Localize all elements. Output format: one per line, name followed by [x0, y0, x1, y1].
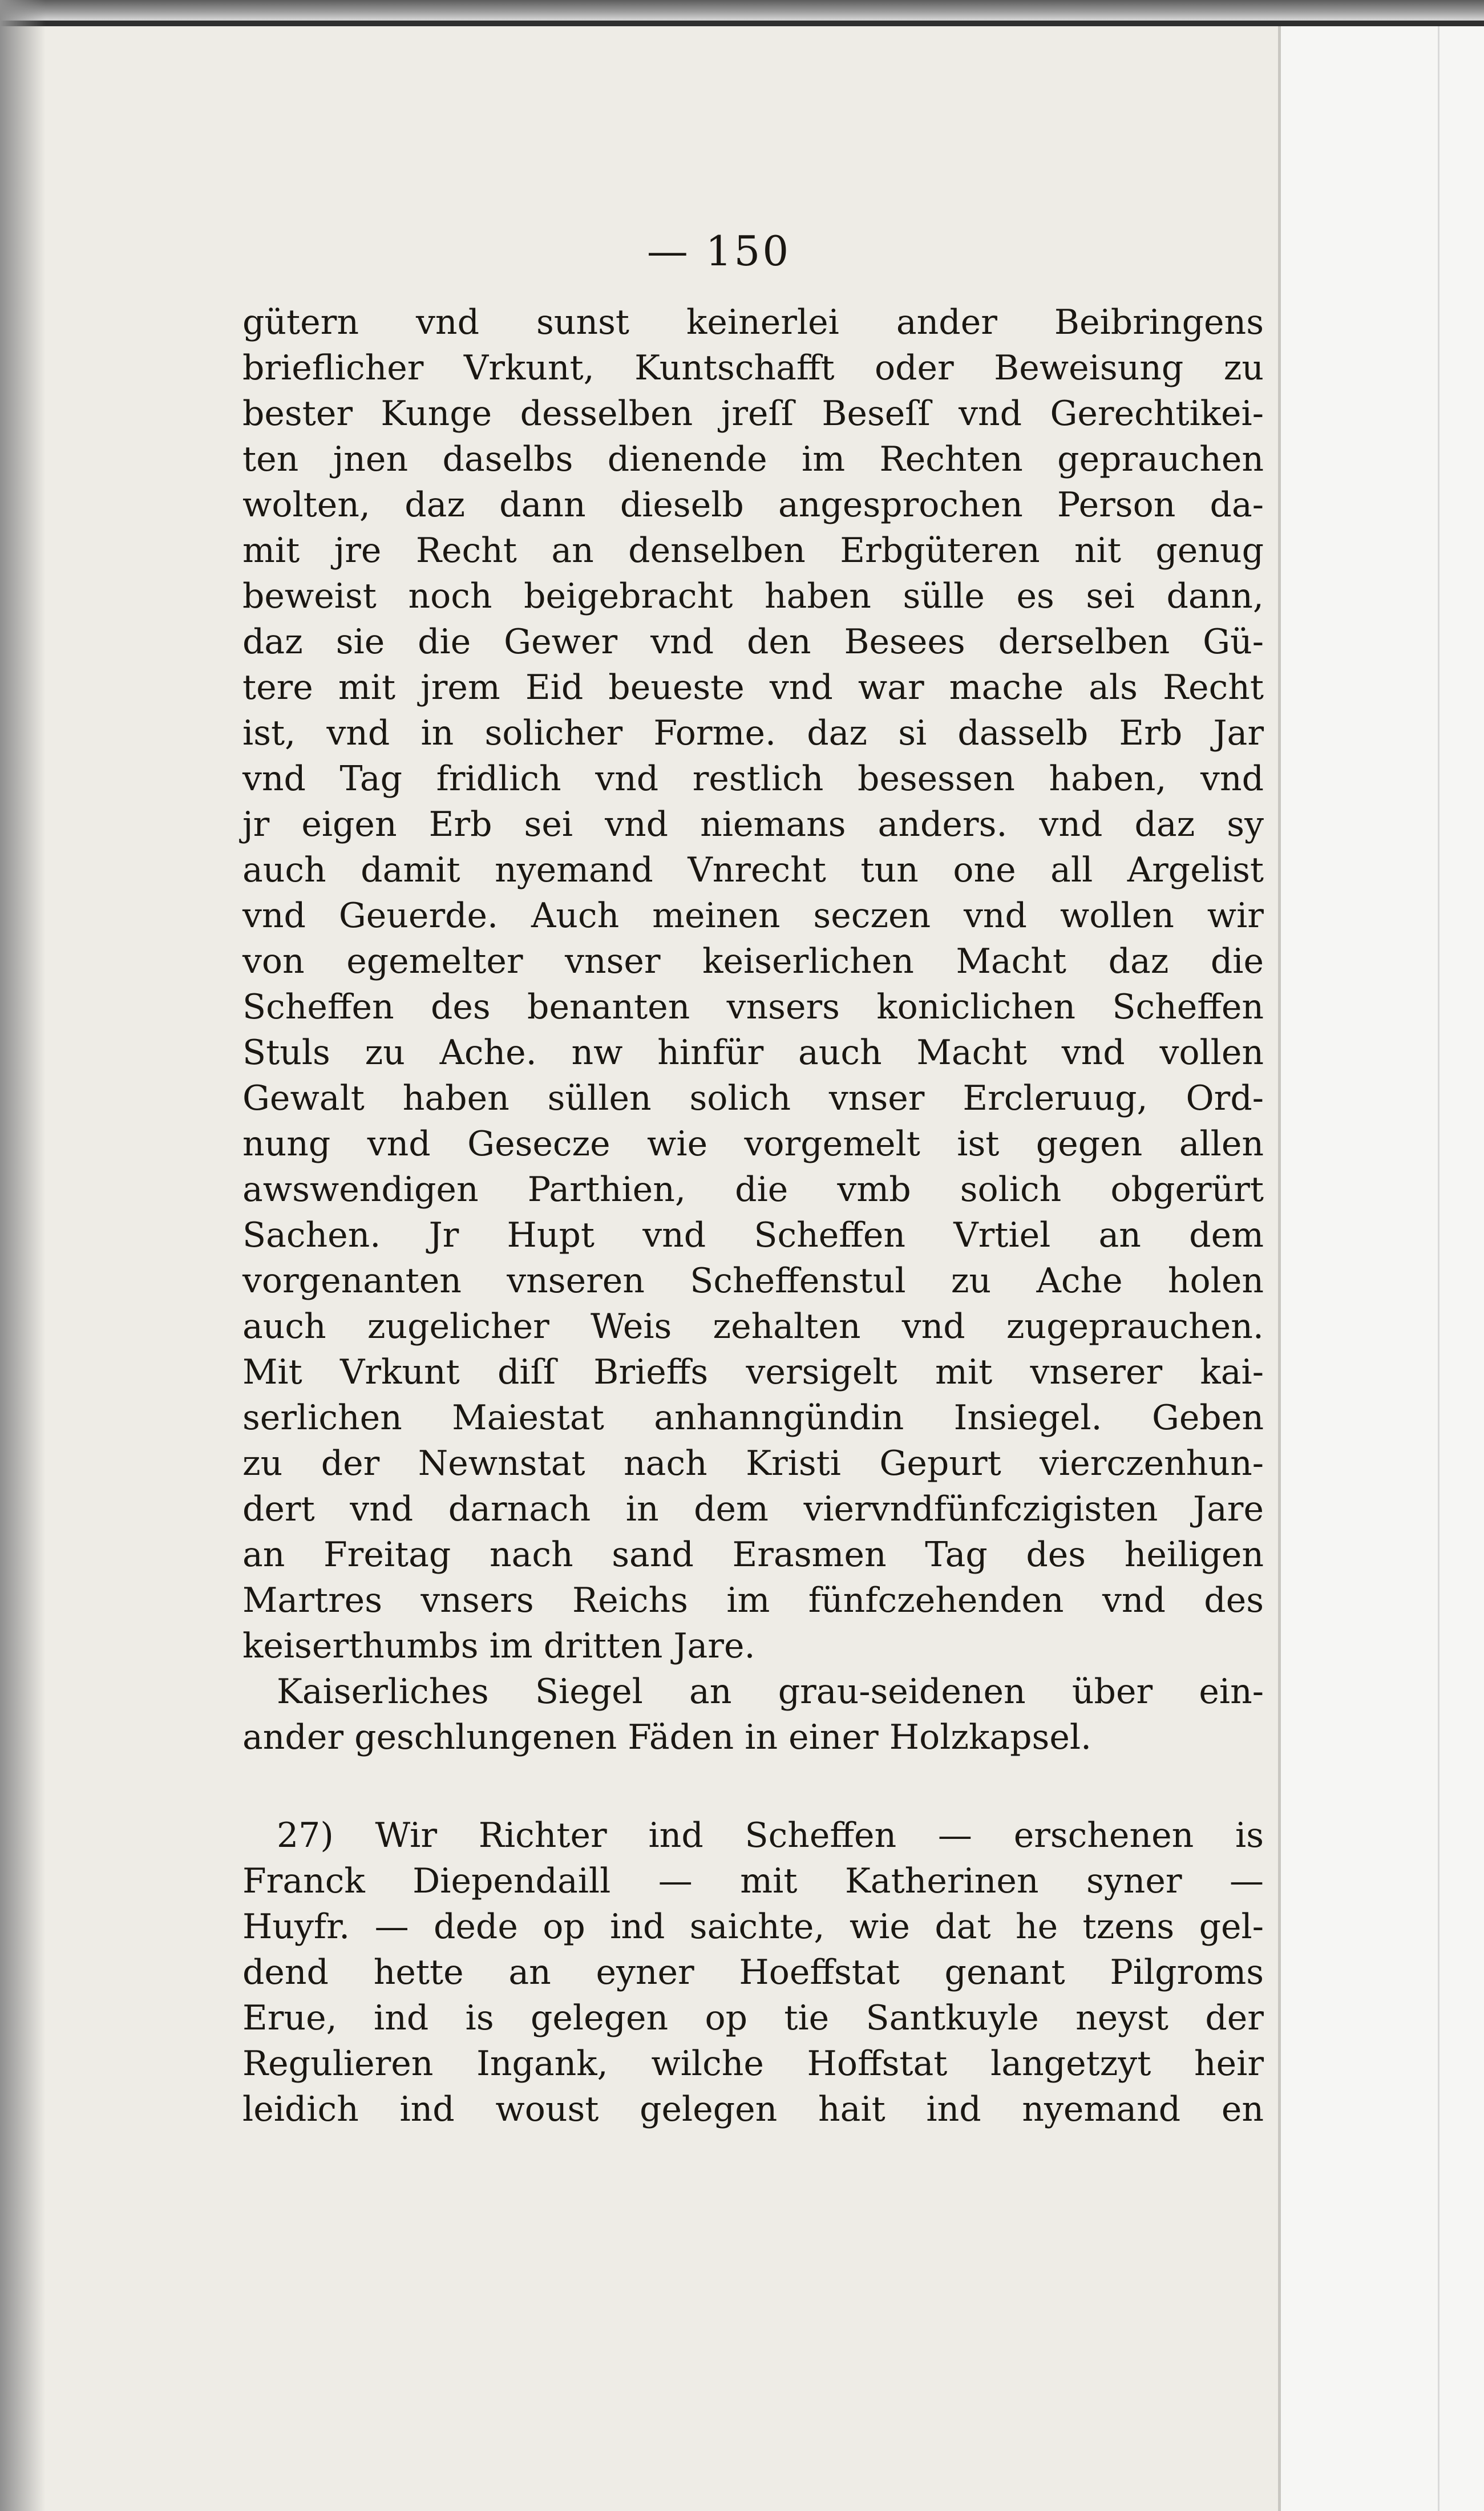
text-line: von egemelter vnser keiserlichen Macht daz die [242, 941, 1264, 981]
text-line: an Freitag nach sand Erasmen Tag des heiligen [242, 1535, 1264, 1575]
text-line: Gewalt haben süllen solich vnser Ercleruug, Ord- [242, 1078, 1264, 1118]
text-line: auch zugelicher Weis zehalten vnd zugeprauchen. [242, 1307, 1264, 1347]
text-line: Sachen. Jr Hupt vnd Scheffen Vrtiel an dem [242, 1215, 1264, 1255]
text-line: Franck Diependaill — mit Katherinen syner — [242, 1861, 1264, 1901]
text-line: ander geschlungenen Fäden in einer Holzkapsel. [242, 1717, 1092, 1757]
text-line: bester Kunge desselben jreſſ Beseſſ vnd Gerechtikei- [242, 394, 1264, 434]
text-line: Erue, ind is gelegen op tie Santkuyle neyst der [242, 1998, 1264, 2038]
text-line: dert vnd darnach in dem viervndfünfczigisten Jare [242, 1489, 1264, 1529]
text-line: gütern vnd sunst keinerlei ander Beibringens [242, 302, 1264, 342]
text-line: auch damit nyemand Vnrecht tun one all Argelist [242, 850, 1264, 890]
text-line: wolten, daz dann dieselb angesprochen Person da- [242, 485, 1264, 525]
text-line: serlichen Maiestat anhanngündin Insiegel. Geben [242, 1398, 1264, 1438]
body-text [242, 300, 1264, 2132]
text-line: beweist noch beigebracht haben sülle es sei dann, [242, 576, 1264, 616]
text-line: daz sie die Gewer vnd den Besees derselben Gü- [242, 622, 1264, 662]
text-line: Scheffen des benanten vnsers koniclichen Scheffen [242, 987, 1264, 1027]
text-line: jr eigen Erb sei vnd niemans anders. vnd daz sy [242, 804, 1264, 844]
text-line: awswendigen Parthien, die vmb solich obgerürt [242, 1170, 1264, 1210]
adjacent-page-edge [1438, 26, 1439, 2511]
text-line: Kaiserliches Siegel an grau-seidenen über ein- [277, 1672, 1264, 1712]
scan-top-border-line [0, 21, 1484, 26]
text-line: ist, vnd in solicher Forme. daz si dasselb Erb Jar [242, 713, 1264, 753]
text-line: brieflicher Vrkunt, Kuntschafft oder Beweisung zu [242, 348, 1264, 388]
text-line: vnd Tag fridlich vnd restlich besessen haben, vnd [242, 759, 1264, 799]
text-line: mit jre Recht an denselben Erbgüteren nit genug [242, 531, 1264, 571]
binding-shadow [0, 0, 46, 2511]
paragraph-gap [242, 1760, 1264, 1813]
text-line: Martres vnsers Reichs im fünfczehenden vnd des [242, 1580, 1264, 1620]
page-number: — 150 [646, 227, 791, 275]
text-line: vorgenanten vnseren Scheffenstul zu Ache holen [242, 1261, 1264, 1301]
text-line: Regulieren Ingank, wilche Hoffstat langetzyt heir [242, 2044, 1264, 2084]
text-line: nung vnd Gesecze wie vorgemelt ist gegen allen [242, 1124, 1264, 1164]
text-line: Huyfr. — dede op ind saichte, wie dat he tzens gel- [242, 1907, 1264, 1947]
text-line: ten jnen daselbs dienende im Rechten geprauchen [242, 439, 1264, 479]
text-line: tere mit jrem Eid beueste vnd war mache als Recht [242, 668, 1264, 707]
text-line: Mit Vrkunt diſſ Brieffs versigelt mit vnserer kai- [242, 1352, 1264, 1392]
scan-top-border [0, 0, 1484, 21]
text-line: vnd Geuerde. Auch meinen seczen vnd wollen wir [242, 896, 1264, 936]
adjacent-page [1281, 26, 1484, 2511]
text-line: 27) Wir Richter ind Scheffen — erschenen is [277, 1815, 1264, 1855]
text-line: dend hette an eyner Hoeffstat genant Pilgroms [242, 1952, 1264, 1992]
text-line: zu der Newnstat nach Kristi Gepurt vierczenhun- [242, 1443, 1264, 1483]
text-line: keiserthumbs im dritten Jare. [242, 1626, 755, 1666]
text-line: Stuls zu Ache. nw hinfür auch Macht vnd vollen [242, 1033, 1264, 1073]
text-line: leidich ind woust gelegen hait ind nyemand en [242, 2089, 1264, 2129]
